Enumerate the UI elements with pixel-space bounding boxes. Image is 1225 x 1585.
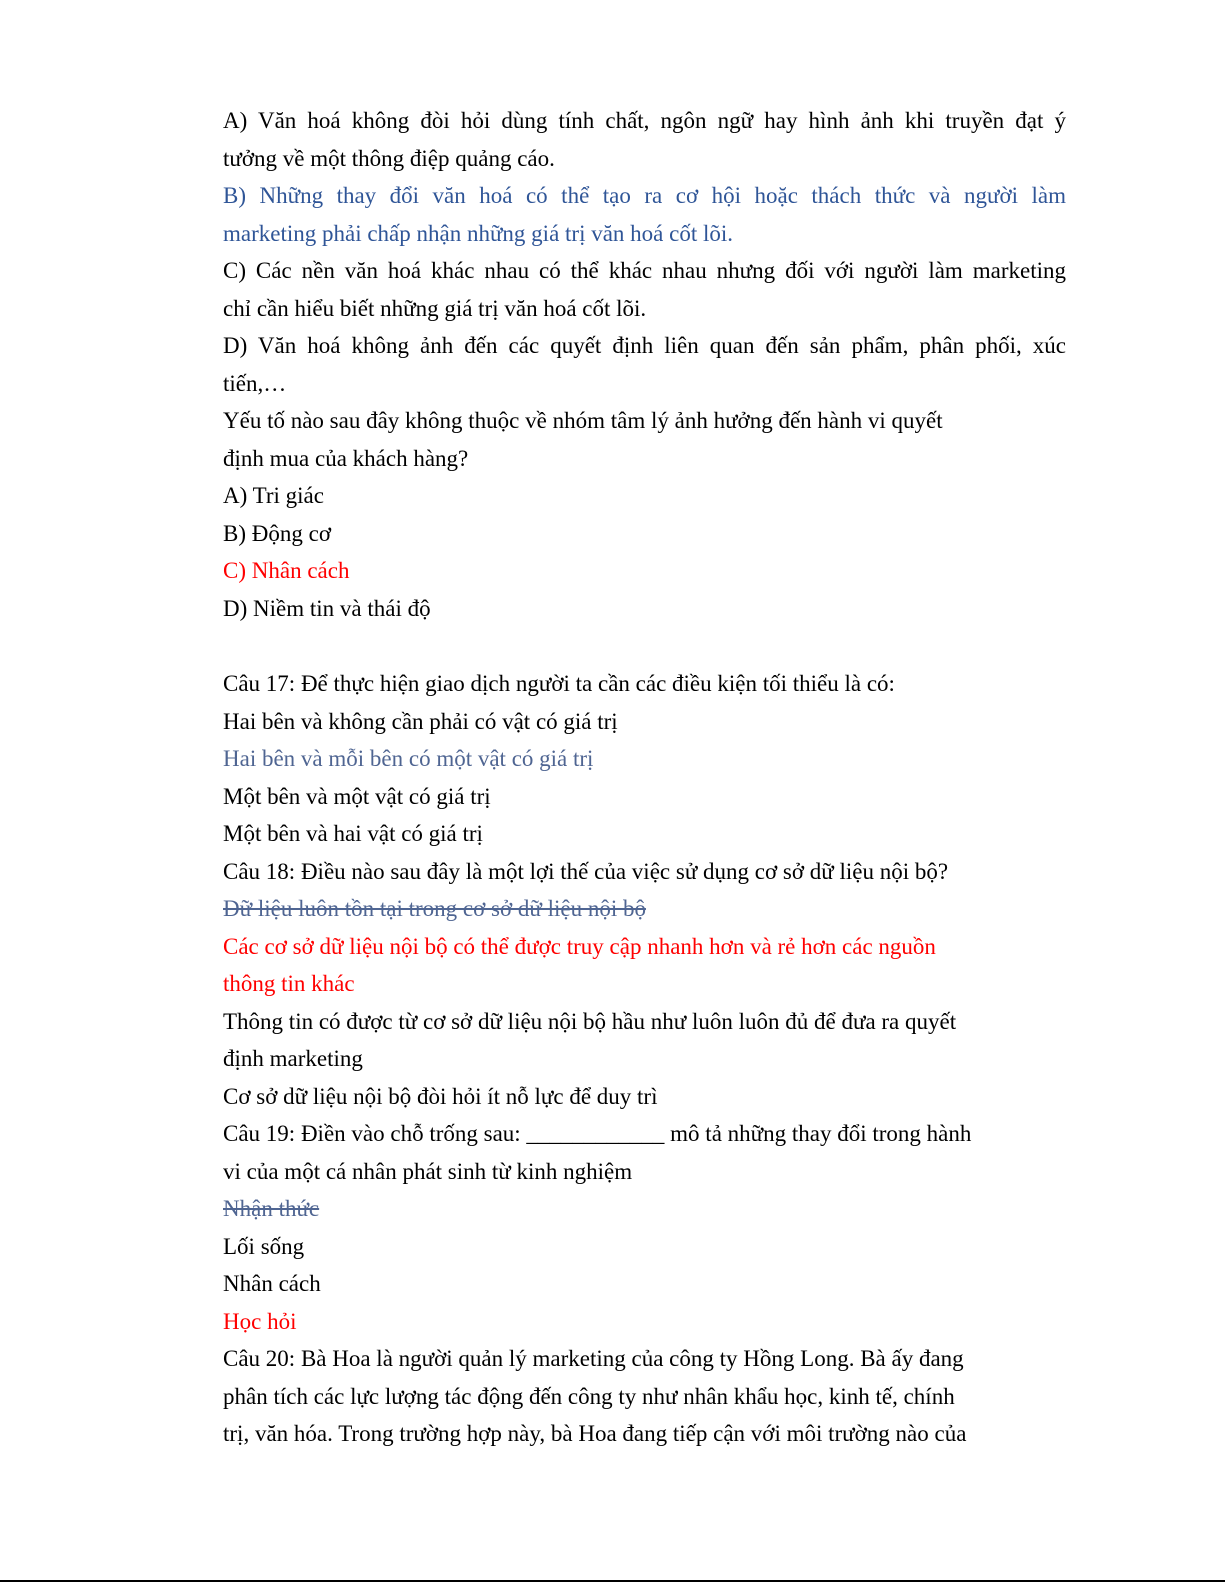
q16-option-c-line2: chỉ cần hiểu biết những giá trị văn hoá cốt lõi. (223, 295, 647, 321)
question-17-option-1: Hai bên và không cần phải có vật có giá trị (223, 708, 618, 734)
question-psych-line1: Yếu tố nào sau đây không thuộc về nhóm tâm lý ảnh hưởng đến hành vi quyết (223, 408, 943, 433)
question-psych-option-a: A) Tri giác (223, 483, 324, 508)
question-18-option-2-answer-line2: thông tin khác (223, 971, 355, 996)
question-psych-option-d: D) Niềm tin và thái độ (223, 595, 431, 621)
paragraph-gap (223, 627, 1066, 665)
question-psych-option-c-answer: C) Nhân cách (223, 558, 350, 583)
question-19-option-1-struck: Nhận thức (223, 1196, 320, 1221)
question-18-title: Câu 18: Điều nào sau đây là một lợi thế của việc sử dụng cơ sở dữ liệu nội bộ? (223, 858, 949, 884)
q16-option-a-line1: A) Văn hoá không đòi hỏi dùng tính chất, ngôn ngữ hay hình ảnh khi truyền đạt ý (223, 108, 1066, 133)
question-psych-option-b: B) Động cơ (223, 520, 331, 546)
question-19-option-3: Nhân cách (223, 1271, 321, 1296)
question-18-option-1-struck: Dữ liệu luôn tồn tại trong cơ sở dữ liệu nội bộ (223, 896, 646, 921)
question-psych-line2: định mua của khách hàng? (223, 445, 469, 471)
question-17-option-2-answer: Hai bên và mỗi bên có một vật có giá trị (223, 746, 594, 771)
question-19-option-4-answer: Học hỏi (223, 1308, 297, 1334)
question-19-title-line1: Câu 19: Điền vào chỗ trống sau: ____________ mô tả những thay đổi trong hành (223, 1121, 972, 1146)
question-19-option-2: Lối sống (223, 1233, 305, 1259)
page-bottom-border (0, 1580, 1225, 1582)
question-18-option-3-line1: Thông tin có được từ cơ sở dữ liệu nội bộ hầu như luôn luôn đủ để đưa ra quyết (223, 1008, 957, 1034)
question-20-line2: phân tích các lực lượng tác động đến công ty như nhân khẩu học, kinh tế, chính (223, 1383, 955, 1409)
q16-option-d-line2: tiến,… (223, 370, 287, 396)
q16-option-b-line2: marketing phải chấp nhận những giá trị văn hoá cốt lõi. (223, 220, 734, 246)
question-18-option-4: Cơ sở dữ liệu nội bộ đòi hỏi ít nỗ lực để duy trì (223, 1083, 658, 1109)
question-18-option-3-line2: định marketing (223, 1046, 363, 1071)
question-17-option-3: Một bên và một vật có giá trị (223, 783, 491, 809)
document-body (223, 102, 1066, 1453)
question-18-option-2-answer-line1: Các cơ sở dữ liệu nội bộ có thể được truy cập nhanh hơn và rẻ hơn các nguồn (223, 933, 936, 959)
q16-option-c-line1: C) Các nền văn hoá khác nhau có thể khác nhau nhưng đối với người làm marketing (223, 258, 1066, 283)
question-20-line1: Câu 20: Bà Hoa là người quản lý marketing của công ty Hồng Long. Bà ấy đang (223, 1346, 964, 1371)
question-20-line3: trị, văn hóa. Trong trường hợp này, bà Hoa đang tiếp cận với môi trường nào của (223, 1421, 967, 1446)
question-19-title-line2: vi của một cá nhân phát sinh từ kinh nghiệm (223, 1158, 633, 1184)
q16-option-b-line1: B) Những thay đổi văn hoá có thể tạo ra cơ hội hoặc thách thức và người làm (223, 183, 1066, 208)
question-17-option-4: Một bên và hai vật có giá trị (223, 821, 483, 846)
q16-option-d-line1: D) Văn hoá không ảnh đến các quyết định liên quan đến sản phẩm, phân phối, xúc (223, 333, 1066, 358)
q16-option-a-line2: tưởng về một thông điệp quảng cáo. (223, 145, 555, 171)
question-17-title: Câu 17: Để thực hiện giao dịch người ta cần các điều kiện tối thiểu là có: (223, 671, 895, 696)
